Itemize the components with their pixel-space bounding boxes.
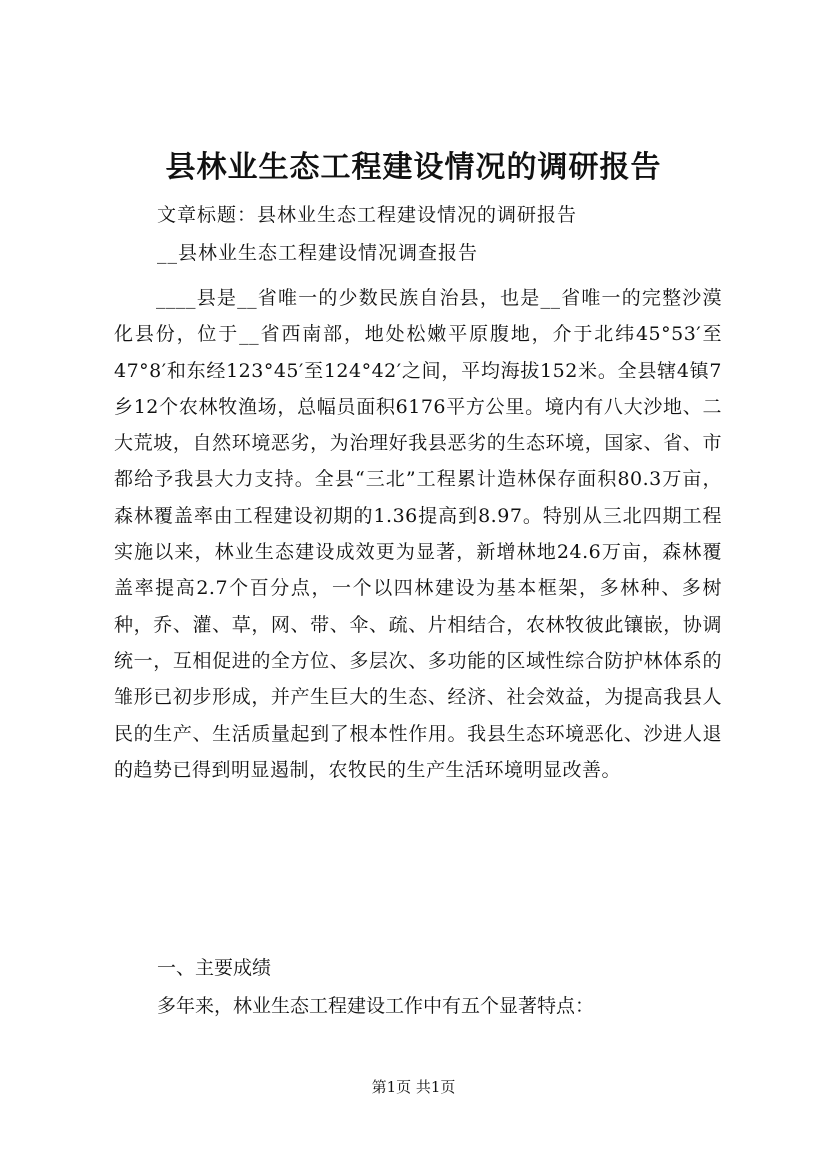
- section-intro: 多年来，林业生态工程建设工作中有五个显著特点：: [157, 995, 595, 1017]
- body-text: [114, 280, 722, 788]
- page-footer: 第1页 共1页: [371, 1078, 456, 1096]
- section-heading: 一、主要成绩: [157, 957, 272, 979]
- article-title-line: 文章标题：县林业生态工程建设情况的调研报告: [157, 204, 578, 226]
- subtitle-line: __县林业生态工程建设情况调查报告: [157, 242, 479, 264]
- document-title: 县林业生态工程建设情况的调研报告: [165, 150, 662, 185]
- body-paragraph: ____县是__省唯一的少数民族自治县，也是__省唯一的完整沙漠化县份，位于__省西南部，地处松嫩平原腹地，介于北纬45°53′至47°8′和东经123°45′至124°42′之间，平均海拔152米。全县辖4镇7乡12个农林牧渔场，总幅员面积6176平方公里。境内有八大沙地、二大荒坡，自然环境恶劣，为治理好我县恶劣的生态环境，国家、省、市都给予我县大力支持。全县“三北”工程累计造林保存面积80.3万亩，森林覆盖率由工程建设初期的1.36提高到8.97。特别从三北四期工程实施以来，林业生态建设成效更为显著，新增林地24.6万亩，森林覆盖率提高2.7个百分点，一个以四林建设为基本框架，多林种、多树种，乔、灌、草，网、带、伞、疏、片相结合，农林牧彼此镶嵌，协调统一，互相促进的全方位、多层次、多功能的区域性综合防护林体系的雏形已初步形成，并产生巨大的生态、经济、社会效益，为提高我县人民的生产、生活质量起到了根本性作用。我县生态环境恶化、沙进人退的趋势已得到明显遏制，农牧民的生产生活环境明显改善。: [114, 287, 722, 781]
